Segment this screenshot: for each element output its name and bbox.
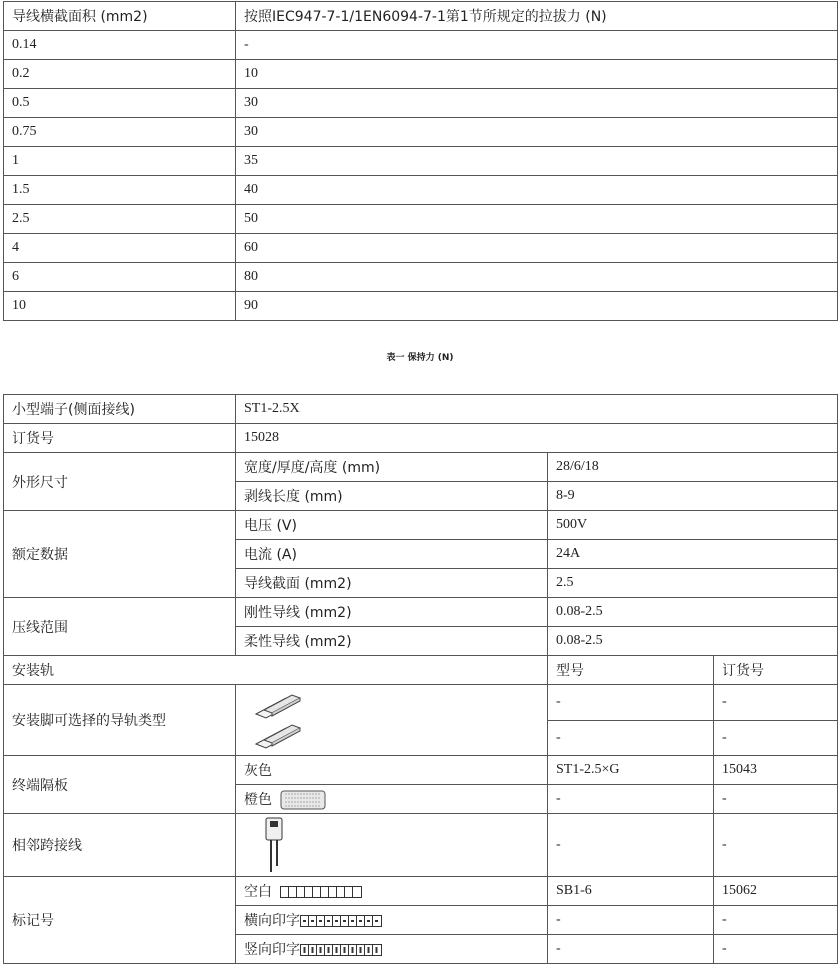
cell-pull-force: 10 — [236, 60, 838, 89]
jumper-label: 相邻跨接线 — [4, 814, 236, 877]
end-item-label: 灰色 — [244, 763, 272, 779]
marker-item-cell — [236, 935, 548, 964]
table-row — [4, 234, 838, 263]
cell-cross-section: 0.2 — [4, 60, 236, 89]
marker-label: 标记号 — [4, 877, 236, 964]
dims-item-label: 剥线长度 (mm) — [236, 482, 548, 511]
end-item-order: - — [714, 785, 838, 814]
header-cross-section: 导线横截面积 (mm2) — [4, 2, 236, 31]
table-row — [4, 814, 838, 877]
rated-item-label: 电流 (A) — [236, 540, 548, 569]
pull-force-table — [3, 1, 838, 321]
jumper-image — [236, 814, 548, 877]
end-plate-icon — [280, 790, 326, 810]
table-row — [4, 877, 838, 906]
end-item-label: 橙色 — [244, 791, 272, 808]
jumper-model: - — [548, 814, 714, 877]
clamp-item-label: 柔性导线 (mm2) — [236, 627, 548, 656]
cell-pull-force: - — [236, 31, 838, 60]
rated-label: 额定数据 — [4, 511, 236, 598]
rail-header-model: 型号 — [548, 656, 714, 685]
marker-item-order: - — [714, 906, 838, 935]
table-row — [4, 292, 838, 321]
marker-item-label: 横向印字 — [244, 913, 300, 929]
table-caption: 表一 保持力 (N) — [386, 353, 454, 363]
cell-pull-force: 35 — [236, 147, 838, 176]
cell-cross-section: 0.5 — [4, 89, 236, 118]
dims-label: 外形尺寸 — [4, 453, 236, 511]
din-rail-icon — [252, 720, 302, 750]
cell-cross-section: 1.5 — [4, 176, 236, 205]
marker-strip-icon — [280, 886, 362, 898]
marker-item-label: 竖向印字 — [244, 942, 300, 958]
rail-header-order: 订货号 — [714, 656, 838, 685]
rated-item-label: 导线截面 (mm2) — [236, 569, 548, 598]
product-value: ST1-2.5X — [236, 395, 838, 424]
rail-label: 安装脚可选择的导轨类型 — [4, 685, 236, 756]
cell-pull-force: 30 — [236, 89, 838, 118]
cell-cross-section: 1 — [4, 147, 236, 176]
cell-pull-force: 80 — [236, 263, 838, 292]
end-item-order: 15043 — [714, 756, 838, 785]
table-row — [4, 511, 838, 540]
table-row — [4, 176, 838, 205]
header-pull-force: 按照IEC947-7-1/1EN6094-7-1第1节所规定的拉拔力 (N) — [236, 2, 838, 31]
clamp-item-value: 0.08-2.5 — [548, 627, 838, 656]
rail-order: - — [714, 685, 838, 721]
dims-item-value: 28/6/18 — [548, 453, 838, 482]
rail-model: - — [548, 685, 714, 721]
cell-pull-force: 60 — [236, 234, 838, 263]
clamp-item-value: 0.08-2.5 — [548, 598, 838, 627]
marker-item-model: SB1-6 — [548, 877, 714, 906]
marker-item-order: 15062 — [714, 877, 838, 906]
cell-cross-section: 6 — [4, 263, 236, 292]
table-row — [4, 147, 838, 176]
cell-cross-section: 10 — [4, 292, 236, 321]
end-item-model: ST1-2.5×G — [548, 756, 714, 785]
table-row — [4, 205, 838, 234]
cell-pull-force: 30 — [236, 118, 838, 147]
table-row — [4, 60, 838, 89]
cell-cross-section: 2.5 — [4, 205, 236, 234]
marker-strip-printed-icon — [300, 915, 382, 927]
rail-model: - — [548, 720, 714, 756]
marker-item-model: - — [548, 906, 714, 935]
jumper-order: - — [714, 814, 838, 877]
order-value: 15028 — [236, 424, 838, 453]
table-row — [4, 598, 838, 627]
rail-header-row — [4, 656, 838, 685]
table-row — [4, 685, 838, 721]
cell-cross-section: 0.75 — [4, 118, 236, 147]
marker-item-order: - — [714, 935, 838, 964]
order-label: 订货号 — [4, 424, 236, 453]
din-rail-icon — [252, 690, 302, 720]
rail-order: - — [714, 720, 838, 756]
dims-item-label: 宽度/厚度/高度 (mm) — [236, 453, 548, 482]
marker-item-cell — [236, 877, 548, 906]
rated-item-value: 2.5 — [548, 569, 838, 598]
marker-strip-vertical-icon — [300, 944, 382, 956]
marker-item-label: 空白 — [244, 884, 272, 900]
end-label: 终端隔板 — [4, 756, 236, 814]
table-row — [4, 756, 838, 785]
rail-images — [236, 685, 548, 756]
table-header-row — [4, 2, 838, 31]
rail-header-label: 安装轨 — [4, 656, 548, 685]
cell-cross-section: 0.14 — [4, 31, 236, 60]
marker-item-model: - — [548, 935, 714, 964]
cell-pull-force: 50 — [236, 205, 838, 234]
table-row — [4, 31, 838, 60]
cell-pull-force: 40 — [236, 176, 838, 205]
end-item-cell — [236, 756, 548, 785]
rated-item-value: 500V — [548, 511, 838, 540]
end-item-model: - — [548, 785, 714, 814]
table-row — [4, 89, 838, 118]
product-label: 小型端子(侧面接线) — [4, 395, 236, 424]
table-row — [4, 263, 838, 292]
end-item-cell — [236, 785, 548, 814]
terminal-spec-table — [3, 394, 838, 964]
product-row — [4, 395, 838, 424]
cell-cross-section: 4 — [4, 234, 236, 263]
dims-item-value: 8-9 — [548, 482, 838, 511]
rated-item-label: 电压 (V) — [236, 511, 548, 540]
clamp-label: 压线范围 — [4, 598, 236, 656]
clamp-item-label: 刚性导线 (mm2) — [236, 598, 548, 627]
jumper-icon — [260, 816, 290, 874]
table-row — [4, 453, 838, 482]
rated-item-value: 24A — [548, 540, 838, 569]
marker-item-cell — [236, 906, 548, 935]
table-row — [4, 118, 838, 147]
cell-pull-force: 90 — [236, 292, 838, 321]
order-row — [4, 424, 838, 453]
